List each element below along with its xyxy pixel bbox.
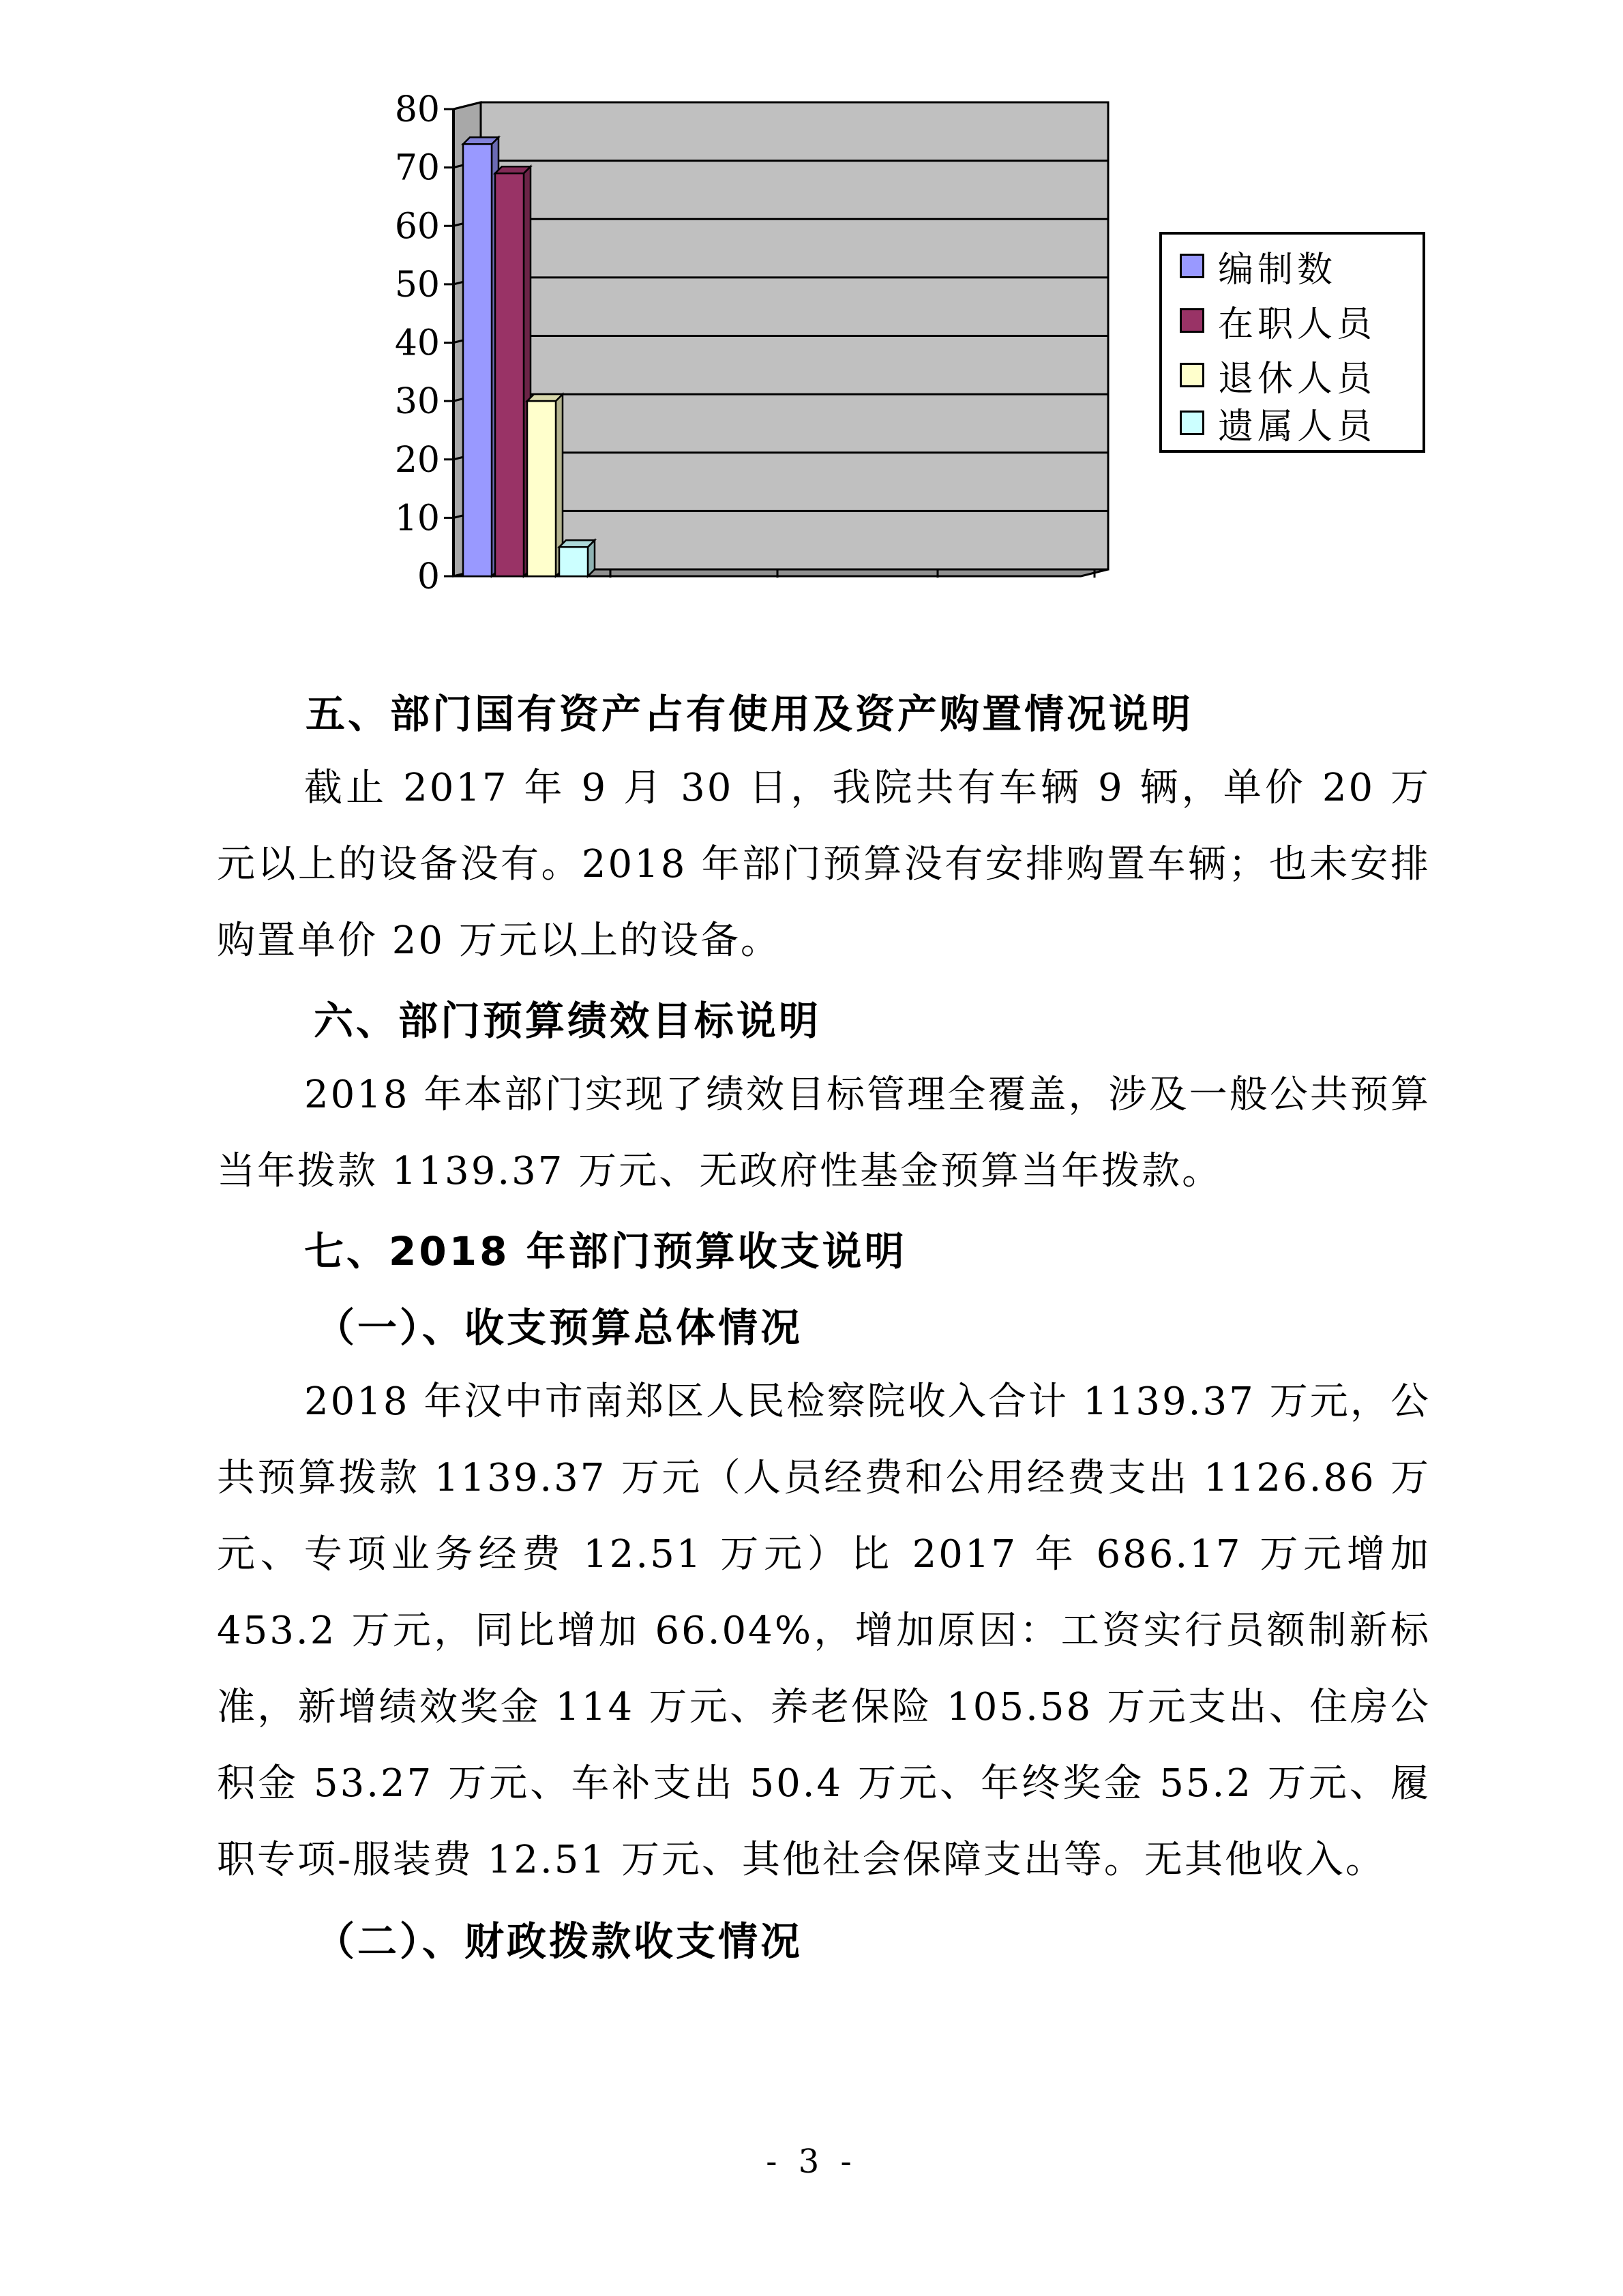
bar-top	[495, 166, 531, 173]
bar	[559, 547, 588, 576]
legend-item	[1180, 355, 1377, 400]
bar	[463, 144, 492, 576]
legend-swatch	[1180, 363, 1204, 387]
paragraph-assets: 截止 2017 年 9 月 30 日，我院共有车辆 9 辆，单价 20 万元以上的设备没有。2018 年部门预算没有安排购置车辆；也未安排购置单价 20 万元以上的设备。	[217, 766, 1431, 963]
legend-swatch	[1180, 308, 1204, 333]
paragraph-performance: 2018 年本部门实现了绩效目标管理全覆盖，涉及一般公共预算当年拨款 1139.37 万元、无政府性基金预算当年拨款。	[217, 1073, 1431, 1193]
section-heading-performance: 六、部门预算绩效目标说明	[314, 998, 822, 1044]
subsection-heading-overall: （一）、收支预算总体情况	[315, 1304, 803, 1351]
bar-top	[463, 137, 498, 144]
section-heading-assets: 五、部门国有资产占有使用及资产购置情况说明	[306, 691, 1194, 737]
page-number: - 3 -	[766, 2143, 857, 2181]
y-tick-label: 10	[394, 498, 440, 539]
legend-label: 遗属人员	[1218, 406, 1377, 447]
legend-label: 在职人员	[1218, 303, 1377, 345]
bar	[495, 173, 524, 576]
legend-swatch	[1180, 411, 1204, 435]
bar-top	[559, 540, 595, 547]
legend-item	[1180, 402, 1377, 447]
bar-top	[527, 394, 563, 401]
bar	[527, 401, 556, 576]
chart-legend	[1159, 232, 1425, 453]
y-tick-label: 80	[394, 89, 440, 130]
y-tick-label: 30	[394, 381, 440, 423]
y-tick-label: 0	[417, 556, 440, 597]
y-tick-label: 40	[394, 323, 440, 364]
y-tick-label: 20	[394, 439, 440, 481]
legend-item	[1180, 300, 1377, 345]
paragraph-overall: 2018 年汉中市南郑区人民检察院收入合计 1139.37 万元，公共预算拨款 1139.37 万元（人员经费和公用经费支出 1126.86 万元、专项业务经费 12.51 万元）比 2017 年 686.17 万元增加 453.2 万元，同比增加 66.04%，增加原因：工资实行员额制新标准，新增绩效奖金 114 万元、养老保险 105.58 万元支出、住房公积金 53.27 万元、车补支出 50.4 万元、年终奖金 55.2 万元、履职专项-服装费 12.51 万元、其他社会保障支出等。无其他收入。	[217, 1380, 1431, 1882]
subsection-heading-fiscal: （二）、财政拨款收支情况	[315, 1918, 803, 1965]
section-heading-budget: 七、2018 年部门预算收支说明	[304, 1228, 907, 1274]
legend-label: 编制数	[1218, 249, 1337, 290]
y-tick-label: 70	[394, 147, 440, 189]
legend-label: 退休人员	[1218, 358, 1377, 400]
y-tick-label: 50	[394, 264, 440, 305]
legend-swatch	[1180, 254, 1204, 278]
y-tick-label: 60	[394, 206, 440, 248]
legend-item	[1180, 245, 1337, 290]
